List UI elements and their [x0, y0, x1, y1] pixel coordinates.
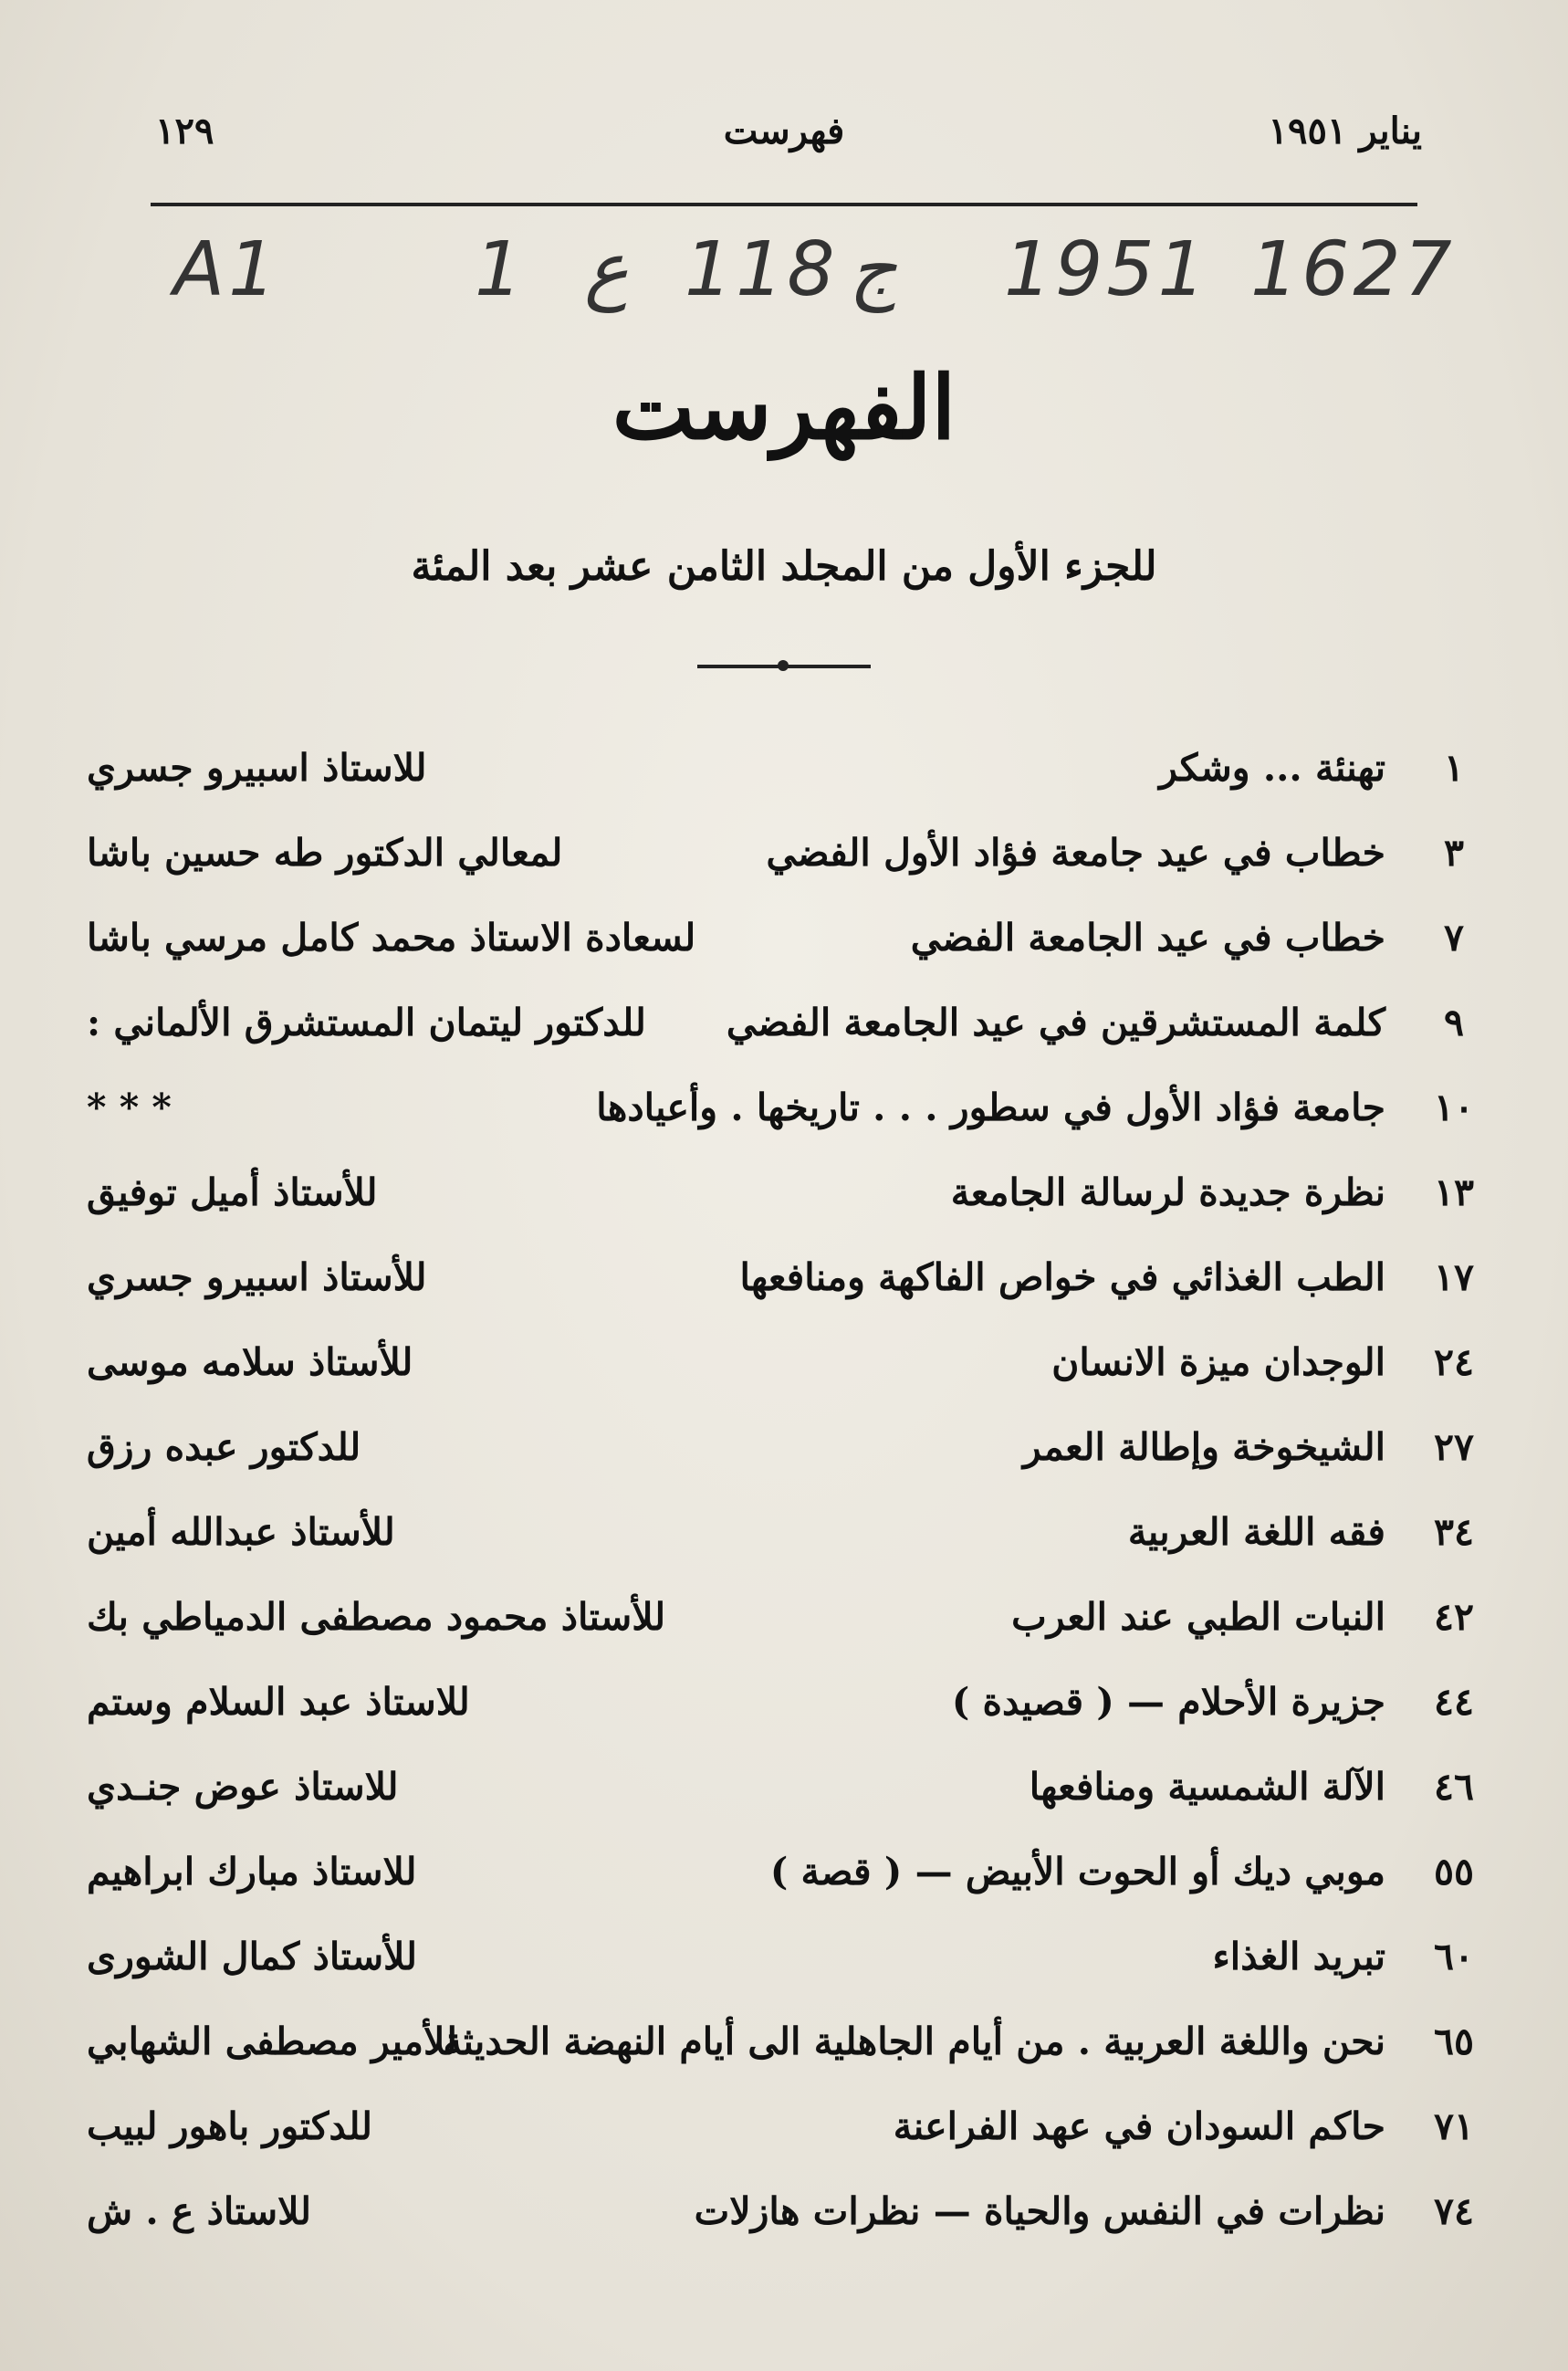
entry-page-number: ٩	[1443, 1001, 1465, 1044]
toc-entry	[87, 811, 1490, 896]
entry-author: للأستاذ اسبيرو جسري	[87, 1255, 427, 1299]
entry-title: تهنئة ... وشكر	[1159, 746, 1385, 790]
toc-entry	[87, 2169, 1490, 2254]
entry-author: للاستاذ عبد السلام وستم	[87, 1680, 470, 1724]
entry-title: جامعة فؤاد الأول في سطور . . . تاريخها . وأعيادها	[596, 1086, 1385, 1129]
toc-entry	[87, 1830, 1490, 1915]
hand-mark: 1627	[1250, 226, 1456, 313]
toc-entry	[87, 896, 1490, 981]
table-of-contents	[87, 726, 1490, 2254]
header-title: فهرست	[723, 110, 845, 152]
entry-author: للأستاذ سلامه موسى	[87, 1340, 413, 1384]
handwritten-annotation	[155, 226, 1456, 318]
toc-entry	[87, 1150, 1490, 1235]
entry-page-number: ١٠	[1433, 1086, 1475, 1129]
entry-page-number: ٥٥	[1433, 1850, 1475, 1894]
hand-mark: ج	[849, 226, 897, 313]
entry-title: نحن واللغة العربية . من أيام الجاهلية الى أيام النهضة الحديثة	[443, 2020, 1385, 2063]
entry-page-number: ١	[1443, 746, 1465, 790]
entry-page-number: ٤٢	[1433, 1595, 1475, 1639]
entry-author: للأستاذ أميل توفيق	[87, 1170, 378, 1214]
entry-author: للاستاذ عوض جنـدي	[87, 1765, 399, 1809]
entry-title: خطاب في عيد الجامعة الفضي	[910, 916, 1385, 960]
toc-entry	[87, 1660, 1490, 1745]
divider-ornament	[697, 665, 871, 668]
entry-author: للأستاذ عبدالله أمين	[87, 1510, 395, 1554]
entry-title: كلمة المستشرقين في عيد الجامعة الفضي	[726, 1001, 1385, 1044]
entry-title: خطاب في عيد جامعة فؤاد الأول الفضي	[766, 831, 1385, 875]
entry-author: للاستاذ ع . ش	[87, 2189, 312, 2233]
entry-page-number: ٧	[1443, 916, 1465, 960]
entry-author: للدكتور باهور لبيب	[87, 2104, 373, 2148]
toc-entry	[87, 1235, 1490, 1320]
entry-title: تبريد الغذاء	[1212, 1935, 1385, 1978]
entry-title: موبي ديك أو الحوت الأبيض — ( قصة )	[769, 1850, 1385, 1894]
entry-author: للأستاذ محمود مصطفى الدمياطي بك	[87, 1595, 666, 1639]
toc-entry	[87, 1745, 1490, 1830]
toc-entry	[87, 1320, 1490, 1405]
entry-author: * * *	[87, 1086, 172, 1129]
entry-page-number: ٢٧	[1433, 1425, 1475, 1469]
entry-title: نظرات في النفس والحياة — نظرات هازلات	[694, 2189, 1385, 2233]
entry-title: فقه اللغة العربية	[1127, 1510, 1385, 1554]
page-title: الفهرست	[612, 356, 956, 459]
entry-title: الطب الغذائي في خواص الفاكهة ومنافعها	[739, 1255, 1385, 1299]
entry-page-number: ٦٠	[1433, 1935, 1475, 1978]
entry-title: النبات الطبي عند العرب	[1011, 1595, 1385, 1639]
page-subtitle: للجزء الأول من المجلد الثامن عشر بعد المئة	[411, 543, 1157, 590]
entry-page-number: ٤٦	[1433, 1765, 1475, 1809]
entry-page-number: ٧٤	[1433, 2189, 1475, 2233]
toc-entry	[87, 981, 1490, 1065]
entry-page-number: ٦٥	[1433, 2020, 1475, 2063]
entry-title: الآلة الشمسية ومنافعها	[1029, 1765, 1385, 1809]
entry-title: نظرة جديدة لرسالة الجامعة	[950, 1170, 1385, 1214]
hand-mark: 1	[475, 226, 527, 313]
hand-mark: A1	[173, 226, 280, 313]
entry-page-number: ٤٤	[1433, 1680, 1475, 1724]
running-header	[146, 110, 1422, 164]
entry-author: للاستاذ اسبيرو جسري	[87, 746, 427, 790]
toc-entry	[87, 1490, 1490, 1575]
entry-author: للدكتور عبده رزق	[87, 1425, 361, 1469]
entry-title: جزيرة الأحلام — ( قصيدة )	[951, 1680, 1385, 1724]
entry-title: حاكم السودان في عهد الفراعنة	[893, 2104, 1385, 2148]
entry-title: الوجدان ميزة الانسان	[1051, 1340, 1385, 1384]
toc-entry	[87, 1999, 1490, 2084]
entry-author: لسعادة الاستاذ محمد كامل مرسي باشا	[87, 916, 696, 960]
entry-author: للأمير مصطفى الشهابي	[87, 2020, 457, 2063]
toc-entry	[87, 726, 1490, 811]
toc-entry	[87, 1405, 1490, 1490]
hand-mark: 1951	[1004, 226, 1209, 313]
toc-entry	[87, 1065, 1490, 1150]
header-date: يناير ١٩٥١	[1268, 110, 1422, 152]
header-page-number: ١٢٩	[155, 110, 214, 152]
hand-mark: 118	[685, 226, 839, 313]
entry-author: للدكتور ليتمان المستشرق الألماني :	[87, 1001, 646, 1044]
entry-author: للاستاذ مبارك ابراهيم	[87, 1850, 417, 1894]
header-rule	[151, 203, 1417, 206]
entry-page-number: ٣	[1443, 831, 1465, 875]
entry-author: للأستاذ كمال الشورى	[87, 1935, 418, 1978]
toc-entry	[87, 1575, 1490, 1660]
entry-page-number: ٣٤	[1433, 1510, 1475, 1554]
toc-entry	[87, 1915, 1490, 1999]
entry-page-number: ١٣	[1433, 1170, 1475, 1214]
entry-author: لمعالي الدكتور طه حسين باشا	[87, 831, 563, 875]
entry-page-number: ٢٤	[1433, 1340, 1475, 1384]
toc-entry	[87, 2084, 1490, 2169]
entry-page-number: ٧١	[1433, 2104, 1475, 2148]
entry-page-number: ١٧	[1433, 1255, 1475, 1299]
hand-mark: ع	[584, 226, 629, 313]
entry-title: الشيخوخة وإطالة العمر	[1022, 1425, 1385, 1469]
